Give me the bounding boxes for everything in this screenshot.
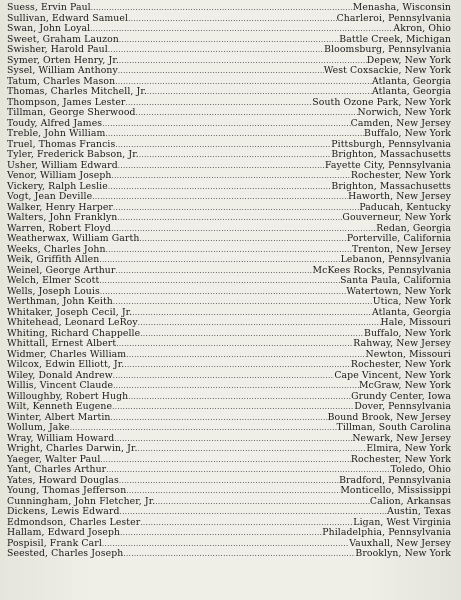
hometown: Buffalo, New York	[364, 129, 451, 139]
roster-entry	[7, 171, 451, 182]
hometown: Akron, Ohio	[393, 24, 451, 34]
roster-entry	[7, 66, 451, 77]
person-name: Swisher, Harold Paul	[7, 45, 108, 55]
roster-entry	[7, 129, 451, 140]
person-name: Edmondson, Charles Lester	[7, 517, 141, 528]
hometown: Charleroi, Pennsylvania	[336, 13, 451, 24]
dot-leader	[105, 129, 364, 140]
hometown: West Coxsackie, New York	[323, 66, 451, 76]
roster-entry	[7, 266, 451, 277]
person-name: Whitaker, Joseph Cecil, Jr.	[7, 307, 133, 318]
person-name: Suess, Ervin Paul	[7, 3, 91, 13]
dot-leader	[102, 539, 349, 550]
hometown: Newton, Missouri	[365, 349, 451, 360]
person-name: Weeks, Charles John	[7, 244, 106, 255]
roster-entry	[7, 182, 451, 193]
roster-entry	[7, 192, 451, 203]
hometown: Utica, New York	[372, 297, 451, 307]
person-name: Venor, William Joseph	[7, 171, 112, 181]
person-name: Thompson, James Lester	[7, 97, 126, 108]
person-name: Usher, William Edward	[7, 160, 118, 171]
roster-entry	[7, 119, 451, 130]
dot-leader	[115, 140, 331, 151]
hometown: Vauxhall, New Jersey	[349, 538, 451, 549]
hometown: Rahway, New Jersey	[353, 339, 451, 349]
dot-leader	[120, 507, 388, 518]
person-name: Werthman, John Keith	[7, 297, 113, 307]
hometown: McGraw, New York	[358, 381, 451, 391]
person-name: Pospisil, Frank Carl	[7, 538, 102, 549]
person-name: Truel, Thomas Francis	[7, 139, 116, 150]
dot-leader	[123, 549, 355, 560]
person-name: Tatum, Charles Mason	[7, 76, 116, 87]
hometown: Bloomsburg, Pennsylvania	[324, 45, 451, 55]
dot-leader	[116, 339, 353, 350]
dot-leader	[111, 413, 328, 424]
roster-entry	[7, 276, 451, 287]
person-name: Treble, John William	[7, 129, 106, 139]
person-name: Widmer, Charles William	[7, 349, 127, 360]
person-name: Willis, Vincent Claude	[7, 381, 114, 391]
roster-entry	[7, 287, 451, 298]
dot-leader	[91, 3, 353, 14]
hometown: Buffalo, New York	[364, 328, 451, 339]
dot-leader	[132, 308, 372, 319]
hometown: Rochester, New York	[350, 171, 451, 181]
roster-entry	[7, 98, 451, 109]
roster-entry	[7, 413, 451, 424]
person-name: Cunningham, John Fletcher, Jr.	[7, 496, 156, 507]
hometown: Newark, New Jersey	[352, 433, 451, 444]
roster-entry	[7, 245, 451, 256]
roster-entry	[7, 518, 451, 529]
roster-entry	[7, 87, 451, 98]
roster-entry	[7, 486, 451, 497]
roster-entry	[7, 402, 451, 413]
hometown: McKees Rocks, Pennsylvania	[312, 265, 451, 276]
person-name: Vickery, Ralph Leslie	[7, 181, 108, 192]
hometown: Atlanta, Georgia	[371, 76, 451, 87]
dot-leader	[112, 171, 351, 182]
hometown: Brighton, Massachusetts	[331, 150, 451, 160]
roster-entry	[7, 539, 451, 550]
dot-leader	[112, 402, 354, 413]
roster-entry	[7, 213, 451, 224]
person-name: Weatherwax, William Garth	[7, 234, 140, 244]
dot-leader	[115, 266, 312, 277]
dot-leader	[70, 423, 337, 434]
hometown: Paducah, Kentucky	[359, 202, 451, 213]
roster-entry	[7, 161, 451, 172]
dot-leader	[138, 318, 381, 329]
person-name: Whiting, Richard Chappelle	[7, 328, 141, 339]
person-name: Wilcox, Edwin Elliott, Jr.	[7, 360, 125, 370]
hometown: Tillman, South Carolina	[336, 423, 451, 433]
dot-leader	[108, 182, 332, 193]
hometown: Gouverneur, New York	[342, 213, 451, 223]
person-name: Wiley, Donald Andrew	[7, 370, 113, 381]
dot-leader	[139, 150, 332, 161]
roster-entry	[7, 549, 451, 560]
roster-entry	[7, 339, 451, 350]
person-name: Dickens, Lewis Edward	[7, 507, 120, 517]
hometown: Austin, Texas	[387, 507, 451, 517]
person-name: Whitehead, Leonard LeRoy	[7, 318, 138, 328]
dot-leader	[114, 434, 352, 445]
roster-entry	[7, 14, 451, 25]
person-name: Wollum, Jake	[7, 423, 70, 433]
dot-leader	[113, 297, 373, 308]
hometown: Rochester, New York	[350, 360, 451, 370]
dot-leader	[100, 287, 347, 298]
roster-entry	[7, 56, 451, 67]
dot-leader	[102, 119, 350, 130]
dot-leader	[118, 161, 325, 172]
roster-entry	[7, 423, 451, 434]
hometown: Atlanta, Georgia	[371, 87, 451, 97]
hometown: Norwich, New York	[357, 108, 451, 118]
roster-entry	[7, 465, 451, 476]
roster-entry	[7, 329, 451, 340]
hometown: Atlanta, Georgia	[371, 307, 451, 318]
roster-entry	[7, 140, 451, 151]
person-name: Sullivan, Edward Samuel	[7, 13, 129, 24]
hometown: Brooklyn, New York	[355, 549, 451, 559]
person-name: Yant, Charles Arthur	[7, 465, 107, 475]
person-name: Yates, Howard Douglas	[7, 475, 119, 486]
roster-entry	[7, 476, 451, 487]
person-name: Young, Thomas Jefferson	[7, 486, 127, 496]
dot-leader	[111, 224, 376, 235]
dot-leader	[126, 486, 340, 497]
roster-entry	[7, 108, 451, 119]
roster-entry	[7, 77, 451, 88]
hometown: Depew, New York	[366, 55, 451, 66]
dot-leader	[113, 381, 359, 392]
dot-leader	[124, 360, 351, 371]
hometown: Battle Creek, Michigan	[339, 34, 451, 45]
dot-leader	[99, 255, 340, 266]
roster-entry	[7, 371, 451, 382]
dot-leader	[113, 371, 335, 382]
dot-leader	[106, 245, 352, 256]
roster-entry	[7, 360, 451, 371]
hometown: Redan, Georgia	[376, 223, 451, 234]
person-name: Yaeger, Walter Paul	[7, 454, 101, 465]
person-name: Seested, Charles Joseph	[7, 549, 124, 559]
person-name: Swan, John Loyal	[7, 24, 91, 34]
roster-entry	[7, 392, 451, 403]
roster-entry	[7, 203, 451, 214]
person-name: Symer, Orten Henry, Jr.	[7, 55, 119, 66]
person-name: Winter, Albert Martin	[7, 412, 111, 423]
roster-entry	[7, 234, 451, 245]
dot-leader	[120, 528, 322, 539]
person-name: Walters, John Franklyn	[7, 213, 118, 223]
dot-leader	[119, 56, 367, 67]
person-name: Sysel, William Anthony	[7, 66, 118, 76]
hometown: Porterville, California	[346, 234, 451, 244]
hometown: Rochester, New York	[350, 454, 451, 465]
roster-entry	[7, 318, 451, 329]
dot-leader	[147, 87, 372, 98]
hometown: Ligan, West Virginia	[353, 517, 451, 528]
roster-entry	[7, 497, 451, 508]
hometown: Menasha, Wisconsin	[352, 3, 451, 13]
person-name: Willoughby, Robert Hugh	[7, 391, 129, 402]
dot-leader	[119, 35, 339, 46]
dot-leader	[128, 392, 351, 403]
roster-entry	[7, 350, 451, 361]
dot-leader	[118, 66, 324, 77]
hometown: Lebanon, Pennsylvania	[340, 255, 451, 265]
roster-entry	[7, 255, 451, 266]
roster-entry	[7, 444, 451, 455]
roster-entry	[7, 381, 451, 392]
person-name: Vogt, Jean Deville	[7, 192, 93, 202]
dot-leader	[117, 213, 342, 224]
person-name: Weik, Griffith Allen	[7, 255, 100, 265]
dot-leader	[126, 350, 365, 361]
roster-entry	[7, 35, 451, 46]
person-name: Sweet, Graham Lauzon	[7, 34, 119, 45]
person-name: Walker, Henry Harper	[7, 202, 113, 213]
hometown: Grundy Center, Iowa	[351, 391, 451, 402]
person-name: Warren, Robert Floyd	[7, 223, 111, 234]
roster-entry	[7, 434, 451, 445]
dot-leader	[100, 455, 351, 466]
roster-entry	[7, 150, 451, 161]
dot-leader	[108, 45, 324, 56]
dot-leader	[140, 518, 353, 529]
hometown: Dover, Pennsylvania	[354, 402, 451, 412]
person-name: Hallam, Edward Joseph	[7, 528, 121, 538]
dot-leader	[139, 234, 347, 245]
dot-leader	[138, 444, 367, 455]
hometown: South Ozone Park, New York	[312, 97, 451, 108]
hometown: Watertown, New York	[346, 286, 451, 297]
dot-leader	[140, 329, 364, 340]
roster-entry	[7, 308, 451, 319]
roster-entry	[7, 3, 451, 14]
dot-leader	[115, 77, 372, 88]
dot-leader	[106, 465, 390, 476]
person-name: Wray, William Howard	[7, 433, 115, 444]
roster-entry	[7, 297, 451, 308]
name-roster	[7, 3, 451, 560]
hometown: Brighton, Massachusetts	[331, 181, 451, 192]
hometown: Monticello, Mississippi	[340, 486, 451, 496]
hometown: Santa Paula, California	[340, 276, 451, 286]
hometown: Toledo, Ohio	[390, 465, 451, 475]
roster-entry	[7, 528, 451, 539]
dot-leader	[90, 24, 393, 35]
dot-leader	[136, 108, 358, 119]
person-name: Tyler, Frederick Babson, Jr.	[7, 150, 139, 160]
dot-leader	[125, 98, 312, 109]
hometown: Camden, New Jersey	[350, 118, 451, 129]
roster-entry	[7, 24, 451, 35]
hometown: Pittsburgh, Pennsylvania	[331, 139, 451, 150]
person-name: Toudy, Alfred James	[7, 118, 103, 129]
hometown: Haworth, New Jersey	[348, 192, 451, 202]
person-name: Weinel, George Arthur	[7, 265, 116, 276]
hometown: Philadelphia, Pennsylvania	[322, 528, 451, 538]
hometown: Fayette City, Pennsylvania	[324, 160, 451, 171]
roster-entry	[7, 507, 451, 518]
dot-leader	[128, 14, 337, 25]
hometown: Cape Vincent, New York	[334, 370, 451, 381]
roster-entry	[7, 224, 451, 235]
roster-entry	[7, 455, 451, 466]
dot-leader	[113, 203, 359, 214]
person-name: Tillman, George Sherwood	[7, 108, 136, 118]
person-name: Welch, Elmer Scott	[7, 276, 100, 286]
hometown: Hale, Missouri	[380, 318, 451, 328]
dot-leader	[119, 476, 339, 487]
person-name: Wright, Charles Darwin, Jr.	[7, 444, 138, 454]
roster-entry	[7, 45, 451, 56]
dot-leader	[99, 276, 340, 287]
person-name: Wilt, Kenneth Eugene	[7, 402, 113, 412]
dot-leader	[92, 192, 348, 203]
dot-leader	[155, 497, 370, 508]
hometown: Trenton, New Jersey	[351, 244, 451, 255]
hometown: Bradford, Pennsylvania	[339, 475, 451, 486]
hometown: Elmira, New York	[366, 444, 451, 454]
hometown: Bound Brook, New Jersey	[327, 412, 451, 423]
person-name: Thomas, Charles Mitchell, Jr.	[7, 87, 147, 97]
person-name: Whittall, Ernest Albert	[7, 339, 117, 349]
person-name: Wells, Joseph Louis	[7, 286, 100, 297]
hometown: Calion, Arkansas	[369, 496, 451, 507]
